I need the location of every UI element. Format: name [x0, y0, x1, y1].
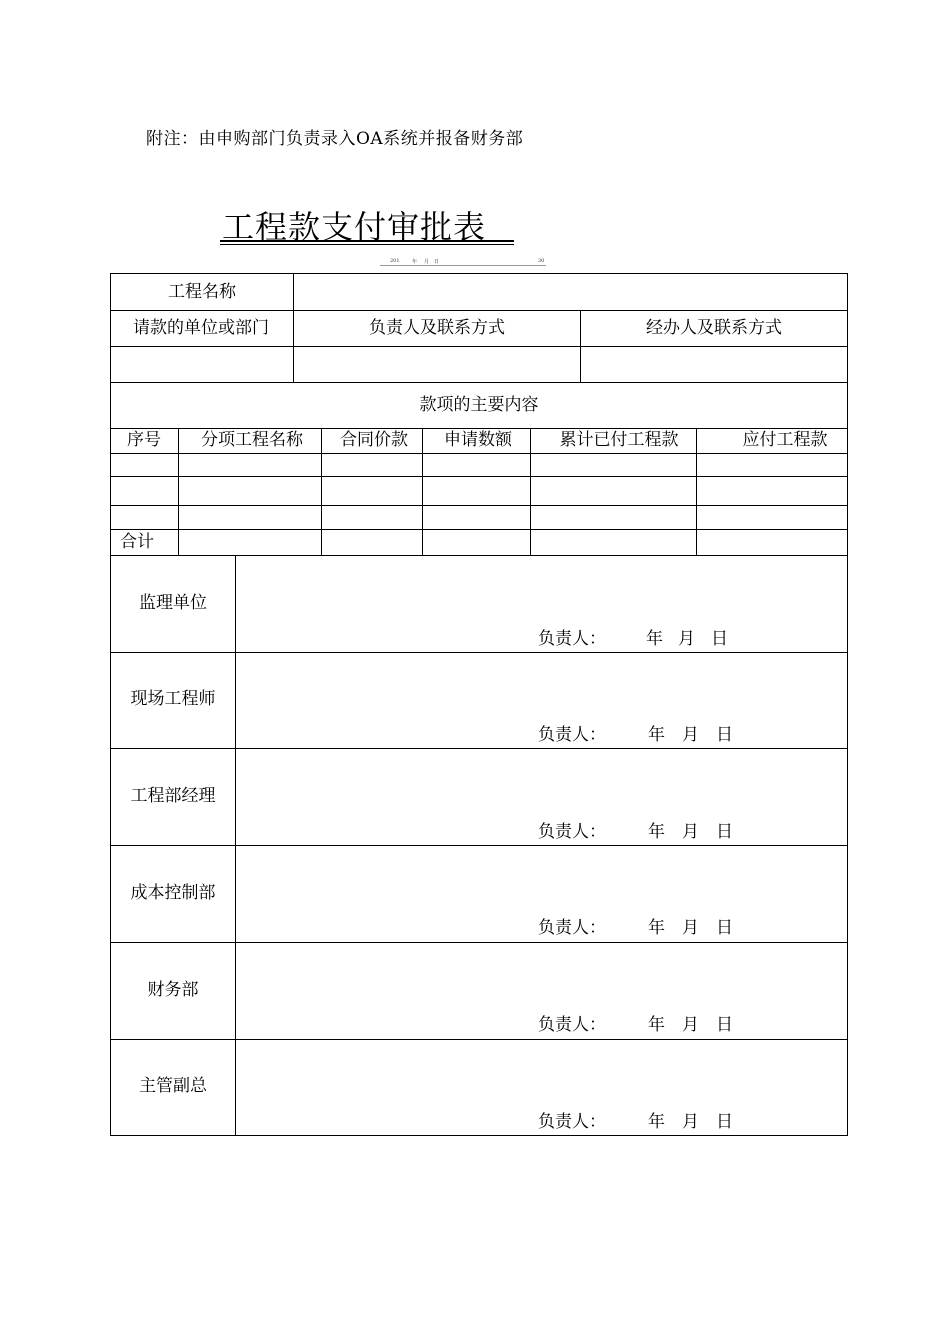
signer-label: 负责人：: [538, 1015, 606, 1035]
date-year-label: 年: [648, 1015, 665, 1035]
title-underline: [220, 240, 514, 242]
column-header-item-name: 分项工程名称: [201, 430, 303, 450]
row-divider: [110, 453, 848, 454]
row-divider: [110, 942, 848, 943]
date-year-label: 年: [646, 629, 663, 649]
requesting-unit-label: 请款的单位或部门: [133, 318, 269, 338]
date-month-label: 月: [678, 629, 695, 649]
date-day-label: 日: [716, 1015, 733, 1035]
col-divider: [235, 555, 236, 1136]
date-day: 日: [434, 259, 440, 265]
approval-label-cost-control: 成本控制部: [130, 883, 216, 903]
column-header-requested-amount: 申请数额: [444, 430, 512, 450]
date-month-label: 月: [682, 918, 699, 938]
date-day-label: 日: [716, 1112, 733, 1132]
col-divider: [422, 428, 423, 555]
total-label: 合计: [120, 532, 154, 552]
signer-label: 负责人：: [538, 822, 606, 842]
col-divider: [530, 428, 531, 555]
row-divider: [110, 382, 848, 383]
row-divider: [110, 346, 848, 347]
approval-label-deputy-gm: 主管副总: [139, 1076, 207, 1096]
col-divider: [580, 310, 581, 382]
row-divider: [110, 428, 848, 429]
date-month-label: 月: [682, 725, 699, 745]
signer-label: 负责人：: [538, 1112, 606, 1132]
signer-label: 负责人：: [538, 918, 606, 938]
col-divider: [293, 273, 294, 382]
date-month-label: 月: [682, 1015, 699, 1035]
column-header-index: 序号: [127, 430, 161, 450]
approval-label-finance: 财务部: [147, 980, 199, 1000]
row-divider: [110, 555, 848, 556]
column-header-cumulative-paid: 累计已付工程款: [559, 430, 679, 450]
row-divider: [110, 476, 848, 477]
date-year-prefix: 201: [390, 258, 400, 264]
date-month: 月: [424, 259, 430, 265]
date-month-label: 月: [682, 1112, 699, 1132]
section-title: 款项的主要内容: [419, 395, 539, 415]
date-month-label: 月: [682, 822, 699, 842]
row-divider: [110, 652, 848, 653]
date-day-label: 日: [716, 822, 733, 842]
col-divider: [321, 428, 322, 555]
row-divider: [110, 505, 848, 506]
date-year-label: 年: [648, 1112, 665, 1132]
row-divider: [110, 845, 848, 846]
project-name-label: 工程名称: [168, 282, 236, 302]
row-divider: [110, 1039, 848, 1040]
date-day-label: 日: [711, 629, 728, 649]
row-divider: [110, 310, 848, 311]
date-year-label: 年: [648, 822, 665, 842]
approval-label-engineering-manager: 工程部经理: [130, 786, 216, 806]
date-day-label: 日: [716, 918, 733, 938]
col-divider: [178, 428, 179, 555]
column-header-contract-price: 合同价款: [340, 430, 408, 450]
row-divider: [110, 748, 848, 749]
date-year: 年: [412, 259, 418, 265]
form-title: 工程款支付审批表: [222, 208, 487, 246]
handler-contact-label: 经办人及联系方式: [646, 318, 782, 338]
date-number: 30: [538, 258, 545, 264]
signer-label: 负责人：: [538, 629, 606, 649]
responsible-contact-label: 负责人及联系方式: [369, 318, 505, 338]
date-line: [380, 258, 546, 266]
row-divider: [110, 529, 848, 530]
date-day-label: 日: [716, 725, 733, 745]
approval-label-supervisor: 监理单位: [139, 593, 207, 613]
col-divider: [696, 428, 697, 555]
title-underline-double: [220, 244, 514, 245]
date-year-label: 年: [648, 725, 665, 745]
approval-label-site-engineer: 现场工程师: [130, 689, 216, 709]
column-header-payable: 应付工程款: [742, 430, 828, 450]
footnote: 附注：由申购部门负责录入OA系统并报备财务部: [146, 129, 524, 149]
date-year-label: 年: [648, 918, 665, 938]
signer-label: 负责人：: [538, 725, 606, 745]
